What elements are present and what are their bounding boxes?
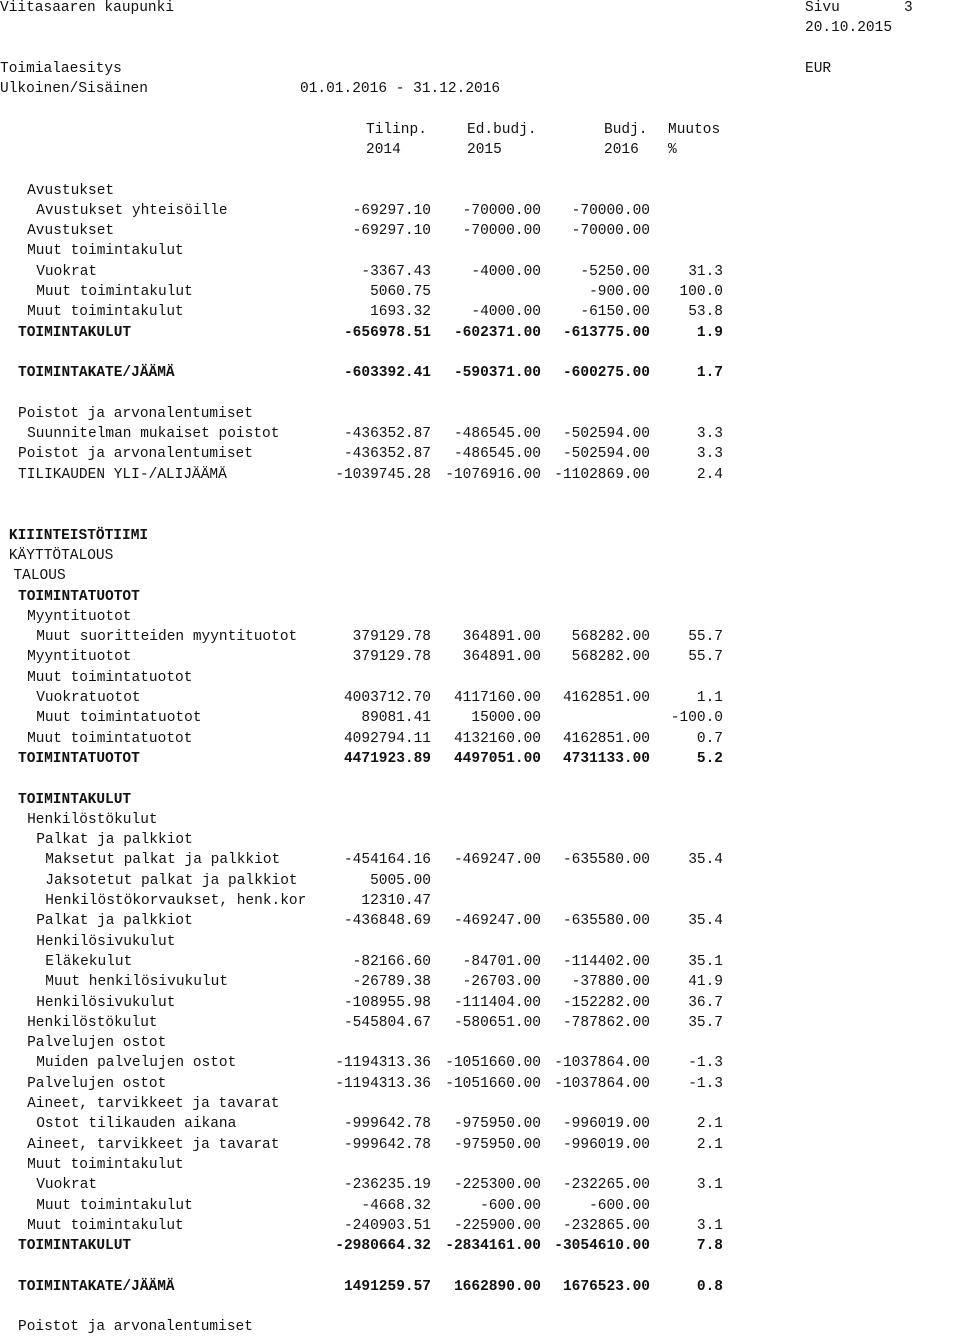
row-value-v4: 7.8 [696, 1238, 723, 1255]
row-value-v4: 0.8 [696, 1278, 723, 1295]
row-label: Myyntituotot [27, 649, 132, 666]
row-value-v4: 3.1 [696, 1217, 723, 1234]
row-label: Avustukset [27, 223, 115, 240]
row-label: Jaksotetut palkat ja palkkiot [45, 872, 298, 889]
row-value-v2: -580651.00 [453, 1014, 541, 1031]
table-row [0, 241, 960, 261]
row-value-v3: -152282.00 [562, 994, 650, 1011]
table-row [0, 972, 960, 992]
header-line-2 [0, 18, 960, 38]
row-label: Henkilöstökorvaukset, henk.kor [45, 893, 307, 909]
table-row [0, 708, 960, 728]
row-value-v4: 3.3 [696, 446, 723, 463]
row-value-v3: -502594.00 [562, 426, 650, 443]
table-row [0, 1297, 960, 1317]
table-row [0, 749, 960, 769]
row-value-v1: 12310.47 [361, 893, 431, 909]
row-value-v4: 1.9 [696, 324, 723, 341]
row-value-v4: 2.1 [696, 1116, 723, 1133]
row-value-v3: 568282.00 [571, 629, 650, 646]
row-value-v2: -70000.00 [462, 202, 541, 219]
row-label: Henkilösivukulut [36, 994, 176, 1011]
row-value-v1: -454164.16 [343, 852, 431, 869]
table-row [0, 1196, 960, 1216]
row-value-v3: -232265.00 [562, 1177, 650, 1194]
table-row [0, 1256, 960, 1276]
row-value-v4: 55.7 [688, 649, 723, 666]
row-label: TOIMINTAKATE/JÄÄMÄ [18, 1278, 175, 1295]
row-label: Poistot ja arvonalentumiset [18, 446, 253, 463]
row-value-v1: 4471923.89 [343, 750, 431, 767]
table-row [0, 810, 960, 830]
row-value-v4: 2.4 [696, 466, 723, 483]
row-value-v2: -590371.00 [453, 365, 541, 382]
row-value-v3: -600.00 [589, 1197, 650, 1214]
scope: Ulkoinen/Sisäinen [0, 81, 148, 97]
row-label: TILIKAUDEN YLI-/ALIJÄÄMÄ [18, 466, 227, 483]
table-row [0, 262, 960, 282]
row-label: TOIMINTAKULUT [18, 324, 132, 341]
row-value-v4: 1.1 [696, 690, 723, 706]
row-label: Avustukset yhteisöille [36, 202, 228, 219]
row-value-v2: 1662890.00 [453, 1278, 541, 1295]
row-label: Muut suoritteiden myyntituotot [36, 629, 298, 646]
table-row [0, 1317, 960, 1337]
table-row [0, 1094, 960, 1114]
row-value-v2: -1051660.00 [445, 1075, 541, 1092]
table-row [0, 424, 960, 444]
row-value-v1: -26789.38 [352, 974, 431, 991]
row-label: Muut toimintakulut [27, 304, 184, 321]
row-value-v1: -240903.51 [343, 1217, 431, 1234]
table-row [0, 404, 960, 424]
table-row [0, 1216, 960, 1236]
row-value-v1: 5005.00 [370, 872, 431, 889]
table-row [0, 444, 960, 464]
row-label: Maksetut palkat ja palkkiot [45, 852, 281, 869]
row-label: TOIMINTATUOTOT [18, 588, 140, 605]
row-label: TOIMINTAKATE/JÄÄMÄ [18, 365, 175, 382]
row-label: Palvelujen ostot [27, 1035, 167, 1052]
table-row [0, 668, 960, 688]
row-label: Muut toimintatuotot [27, 730, 193, 747]
table-row [0, 1033, 960, 1053]
column-header-bottom [0, 140, 960, 160]
header-line-4 [0, 79, 960, 99]
table-row [0, 282, 960, 302]
table-row [0, 607, 960, 627]
table-row [0, 688, 960, 708]
row-label: KÄYTTÖTALOUS [8, 547, 114, 564]
row-value-v1: -436352.87 [343, 426, 431, 443]
table-row [0, 1135, 960, 1155]
row-value-v1: -4668.32 [361, 1197, 431, 1214]
row-value-v3: -502594.00 [562, 446, 650, 463]
report-date: 20.10.2015 [805, 20, 893, 36]
col-tilinp-year: 2014 [366, 142, 401, 158]
table-row [0, 526, 960, 546]
col-edbudj-label: Ed.budj. [467, 122, 537, 138]
table-row [0, 891, 960, 911]
table-row [0, 1277, 960, 1297]
row-label: Henkilöstökulut [27, 811, 158, 828]
table-row [0, 546, 960, 566]
table-row [0, 911, 960, 931]
row-value-v3: -996019.00 [562, 1136, 650, 1153]
row-value-v1: 1491259.57 [343, 1278, 431, 1295]
row-value-v1: 379129.78 [352, 649, 431, 666]
table-row [0, 1175, 960, 1195]
row-value-v3: -37880.00 [571, 974, 650, 991]
row-value-v4: 35.7 [688, 1014, 723, 1031]
row-value-v2: 364891.00 [462, 649, 541, 666]
header-line-1 [0, 0, 960, 18]
table-row [0, 790, 960, 810]
row-label: Vuokratuotot [36, 690, 141, 706]
row-value-v2: 4117160.00 [453, 690, 541, 706]
row-label: Henkilöstökulut [27, 1014, 158, 1031]
table-row [0, 587, 960, 607]
row-value-v1: -1194313.36 [335, 1075, 431, 1092]
table-row [0, 343, 960, 363]
row-value-v2: -26703.00 [462, 974, 541, 991]
row-value-v3: -635580.00 [562, 852, 650, 869]
table-row [0, 932, 960, 952]
col-tilinp-label: Tilinp. [366, 122, 427, 138]
row-value-v1: -69297.10 [352, 223, 431, 240]
row-value-v1: -656978.51 [343, 324, 431, 341]
row-value-v3: 568282.00 [571, 649, 650, 666]
row-value-v4: -100.0 [670, 710, 723, 727]
report-title: Toimialaesitys [0, 61, 122, 77]
row-value-v2: -111404.00 [453, 994, 541, 1011]
row-label: KIIINTEISTÖTIIMI [8, 527, 149, 544]
row-label: Ostot tilikauden aikana [36, 1116, 237, 1133]
row-value-v4: -1.3 [688, 1075, 723, 1092]
row-label: Muut toimintakulut [36, 284, 193, 300]
col-budj-label: Budj. [604, 122, 648, 138]
row-value-v4: 31.3 [688, 263, 723, 280]
col-muutos-unit: % [668, 142, 677, 158]
row-value-v1: -82166.60 [352, 953, 431, 970]
table-row [0, 1013, 960, 1033]
row-value-v4: 1.7 [696, 365, 723, 382]
row-label: TOIMINTAKULUT [18, 1238, 132, 1255]
row-value-v4: 3.3 [696, 426, 723, 443]
row-value-v3: 4162851.00 [562, 730, 650, 747]
table-row [0, 850, 960, 870]
row-value-v1: 89081.41 [361, 710, 431, 727]
row-value-v3: -1037864.00 [554, 1055, 650, 1072]
row-value-v1: 4092794.11 [343, 730, 431, 747]
table-row [0, 465, 960, 485]
row-value-v2: 364891.00 [462, 629, 541, 646]
row-label: Muut toimintakulut [27, 243, 184, 260]
row-value-v1: -2980664.32 [335, 1238, 431, 1255]
table-row [0, 1114, 960, 1134]
table-row [0, 1155, 960, 1175]
row-value-v4: 35.1 [688, 953, 723, 970]
row-value-v1: 379129.78 [352, 629, 431, 646]
row-value-v1: -236235.19 [343, 1177, 431, 1194]
row-value-v3: -900.00 [589, 284, 650, 300]
row-value-v3: 1676523.00 [562, 1278, 650, 1295]
period: 01.01.2016 - 31.12.2016 [300, 81, 501, 97]
row-value-v4: 100.0 [679, 284, 723, 300]
table-row [0, 769, 960, 789]
row-value-v2: -600.00 [480, 1197, 541, 1214]
row-value-v3: -1102869.00 [554, 466, 650, 483]
row-value-v1: -1194313.36 [335, 1055, 431, 1072]
row-value-v1: -545804.67 [343, 1014, 431, 1031]
table-row [0, 384, 960, 404]
row-label: Avustukset [27, 182, 115, 199]
row-value-v2: -4000.00 [471, 304, 541, 321]
row-value-v3: -613775.00 [562, 324, 650, 341]
row-value-v3: -232865.00 [562, 1217, 650, 1234]
row-value-v2: -225300.00 [453, 1177, 541, 1194]
row-value-v3: 4731133.00 [562, 750, 650, 767]
row-value-v2: 15000.00 [471, 710, 541, 727]
row-label: Suunnitelman mukaiset poistot [27, 426, 280, 443]
table-row [0, 566, 960, 586]
row-label: Muut toimintakulut [27, 1217, 184, 1234]
row-value-v2: -469247.00 [453, 913, 541, 930]
table-row [0, 201, 960, 221]
table-row [0, 485, 960, 505]
row-value-v1: 5060.75 [370, 284, 431, 300]
row-value-v4: 35.4 [688, 852, 723, 869]
row-label: Poistot ja arvonalentumiset [18, 1319, 253, 1336]
row-value-v3: -787862.00 [562, 1014, 650, 1031]
row-value-v2: -1076916.00 [445, 466, 541, 483]
row-value-v2: -469247.00 [453, 852, 541, 869]
row-value-v4: 36.7 [688, 994, 723, 1011]
row-label: Henkilösivukulut [36, 933, 176, 950]
row-value-v2: -975950.00 [453, 1136, 541, 1153]
row-label: Aineet, tarvikkeet ja tavarat [27, 1136, 280, 1153]
row-value-v2: 4497051.00 [453, 750, 541, 767]
row-value-v1: -108955.98 [343, 994, 431, 1011]
row-value-v1: -436352.87 [343, 446, 431, 463]
row-value-v1: -603392.41 [343, 365, 431, 382]
row-label: Muut toimintatuotot [36, 710, 202, 727]
row-value-v2: 4132160.00 [453, 730, 541, 747]
column-header-top [0, 120, 960, 140]
header-line-3 [0, 59, 960, 79]
row-label: Palvelujen ostot [27, 1075, 167, 1092]
table-row [0, 830, 960, 850]
row-value-v2: -2834161.00 [445, 1238, 541, 1255]
row-label: Muut toimintakulut [27, 1156, 184, 1173]
col-budj-year: 2016 [604, 142, 639, 158]
row-value-v1: 1693.32 [370, 304, 431, 321]
row-value-v4: 41.9 [688, 974, 723, 991]
row-value-v1: -999642.78 [343, 1136, 431, 1153]
currency: EUR [805, 61, 832, 77]
page-number: 3 [904, 0, 913, 16]
row-value-v4: 0.7 [696, 730, 723, 747]
row-label: Aineet, tarvikkeet ja tavarat [27, 1096, 280, 1112]
table-row [0, 323, 960, 343]
row-value-v3: -114402.00 [562, 953, 650, 970]
table-row [0, 627, 960, 647]
row-value-v2: -70000.00 [462, 223, 541, 240]
row-label: TOIMINTATUOTOT [18, 750, 140, 767]
row-label: Palkat ja palkkiot [36, 913, 193, 930]
row-value-v4: 53.8 [688, 304, 723, 321]
row-value-v1: -436848.69 [343, 913, 431, 930]
row-label: Vuokrat [36, 263, 98, 280]
row-value-v3: -6150.00 [580, 304, 650, 321]
row-value-v4: 55.7 [688, 629, 723, 646]
col-muutos-label: Muutos [668, 122, 721, 138]
row-value-v2: -225900.00 [453, 1217, 541, 1234]
row-value-v3: -70000.00 [571, 202, 650, 219]
row-value-v2: -486545.00 [453, 446, 541, 463]
row-value-v3: -600275.00 [562, 365, 650, 382]
row-label: TALOUS [13, 568, 66, 585]
table-row [0, 505, 960, 525]
row-label: Muut toimintakulut [36, 1197, 193, 1214]
table-row [0, 729, 960, 749]
row-value-v3: -70000.00 [571, 223, 650, 240]
table-row [0, 993, 960, 1013]
row-value-v3: 4162851.00 [562, 690, 650, 706]
row-value-v4: 2.1 [696, 1136, 723, 1153]
row-value-v4: -1.3 [688, 1055, 723, 1072]
row-value-v1: -1039745.28 [335, 466, 431, 483]
page-label: Sivu [805, 0, 840, 16]
row-value-v3: -5250.00 [580, 263, 650, 280]
table-row [0, 302, 960, 322]
row-value-v1: -69297.10 [352, 202, 431, 219]
row-value-v3: -1037864.00 [554, 1075, 650, 1092]
row-value-v2: -486545.00 [453, 426, 541, 443]
col-edbudj-year: 2015 [467, 142, 502, 158]
row-value-v1: -3367.43 [361, 263, 431, 280]
row-value-v2: -4000.00 [471, 263, 541, 280]
row-label: Myyntituotot [27, 608, 132, 625]
row-value-v3: -996019.00 [562, 1116, 650, 1133]
row-value-v2: -1051660.00 [445, 1055, 541, 1072]
row-value-v2: -602371.00 [453, 324, 541, 341]
row-label: TOIMINTAKULUT [18, 791, 132, 808]
row-value-v2: -975950.00 [453, 1116, 541, 1133]
table-row [0, 181, 960, 201]
row-label: Vuokrat [36, 1177, 98, 1194]
row-value-v2: -84701.00 [462, 953, 541, 970]
row-label: Muiden palvelujen ostot [36, 1055, 237, 1072]
row-label: Poistot ja arvonalentumiset [18, 405, 253, 422]
table-row [0, 1074, 960, 1094]
table-row [0, 952, 960, 972]
row-label: Muut henkilösivukulut [45, 974, 229, 991]
row-value-v1: 4003712.70 [343, 690, 431, 706]
table-row [0, 1053, 960, 1073]
row-value-v4: 3.1 [696, 1177, 723, 1194]
row-value-v4: 35.4 [688, 913, 723, 930]
row-value-v1: -999642.78 [343, 1116, 431, 1133]
table-row [0, 1236, 960, 1256]
row-label: Eläkekulut [45, 953, 133, 970]
row-value-v3: -635580.00 [562, 913, 650, 930]
row-label: Muut toimintatuotot [27, 669, 193, 686]
table-row [0, 221, 960, 241]
row-value-v4: 5.2 [696, 750, 723, 767]
table-row [0, 363, 960, 383]
row-label: Palkat ja palkkiot [36, 832, 193, 849]
table-row [0, 871, 960, 891]
org-name: Viitasaaren kaupunki [0, 0, 175, 16]
row-value-v3: -3054610.00 [554, 1238, 650, 1255]
table-row [0, 647, 960, 667]
